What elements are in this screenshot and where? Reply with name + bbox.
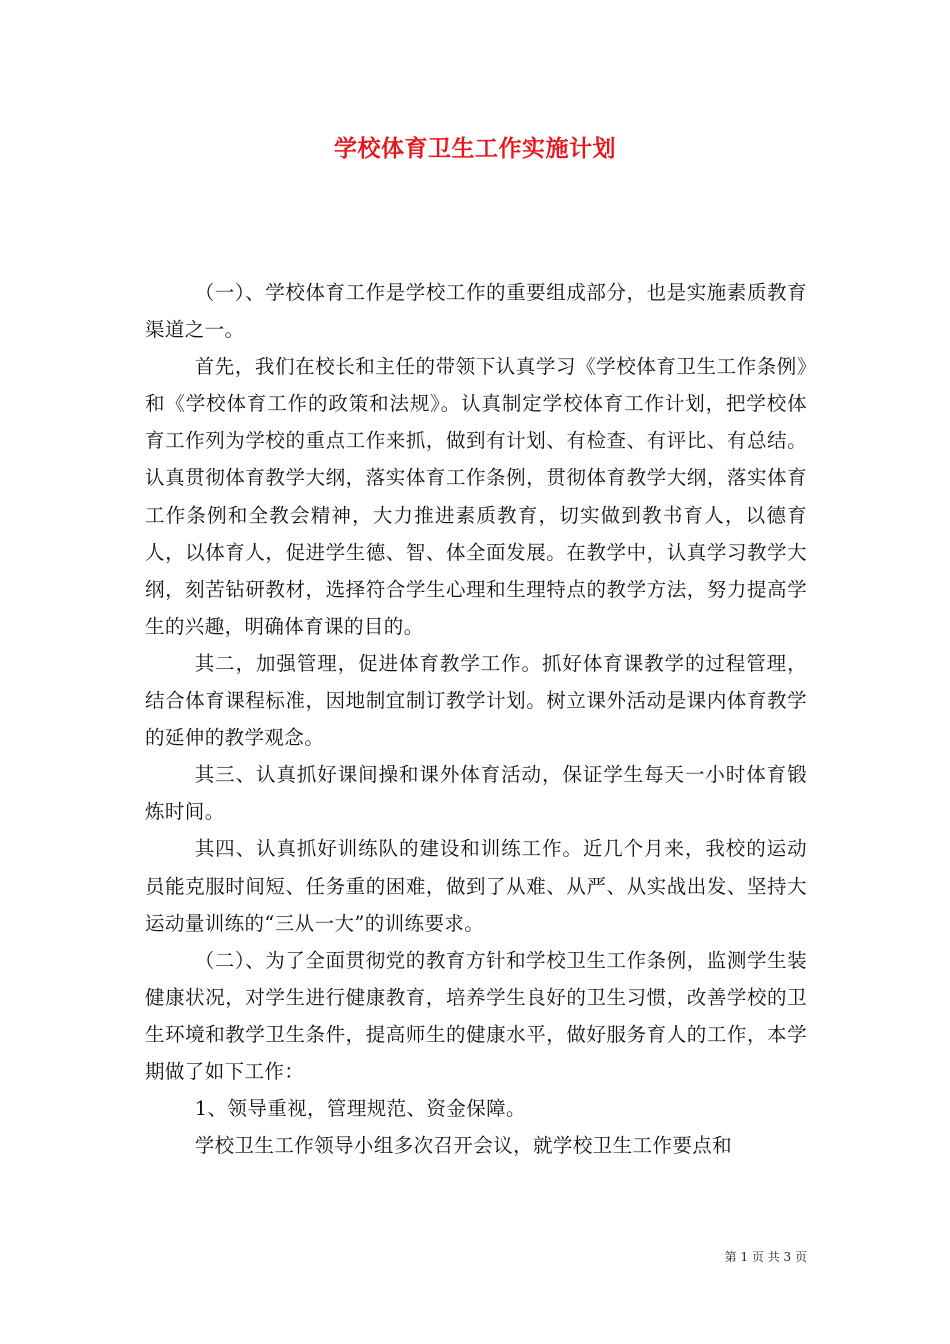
paragraph-item-one-detail: 学校卫生工作领导小组多次召开会议，就学校卫生工作要点和 [194,1134,733,1158]
paragraph-section-two: （二）、为了全面贯彻党的教育方针和学校卫生工作条例，监测学生装健康状况，对学生进行健康教育，培养学生良好的卫生习惯，改善学校的卫生环境和教学卫生条件，提高师生的健康水平，做好服务育人的工作，本学期做了如下工作： [145,948,807,1083]
document-body [145,274,807,1164]
paragraph-section-one: （一）、学校体育工作是学校工作的重要组成部分，也是实施素质教育渠道之一。 [145,281,807,342]
page-number: 第 1 页 共 3 页 [724,1250,807,1264]
paragraph-second: 其二，加强管理，促进体育教学工作。抓好体育课教学的过程管理，结合体育课程标准，因地制宜制订教学计划。树立课外活动是课内体育教学的延伸的教学观念。 [145,651,807,750]
paragraph-first: 首先，我们在校长和主任的带领下认真学习《学校体育卫生工作条例》和《学校体育工作的政策和法规》。认真制定学校体育工作计划，把学校体育工作列为学校的重点工作来抓，做到有计划、有检查、有评比、有总结。认真贯彻体育教学大纲，落实体育工作条例，贯彻体育教学大纲，落实体育工作条例和全教会精神，大力推进素质教育，切实做到教书育人，以德育人，以体育人，促进学生德、智、体全面发展。在教学中，认真学习教学大纲，刻苦钻研教材，选择符合学生心理和生理特点的教学方法，努力提高学生的兴趣，明确体育课的目的。 [145,355,807,638]
paragraph-fourth: 其四、认真抓好训练队的建设和训练工作。近几个月来，我校的运动员能克服时间短、任务重的困难，做到了从难、从严、从实战出发、坚持大运动量训练的“三从一大”的训练要求。 [145,837,807,935]
paragraph-third: 其三、认真抓好课间操和课外体育活动，保证学生每天一小时体育锻炼时间。 [145,763,807,824]
document-title: 学校体育卫生工作实施计划 [334,135,616,162]
paragraph-item-one: 1、领导重视，管理规范、资金保障。 [194,1097,526,1121]
